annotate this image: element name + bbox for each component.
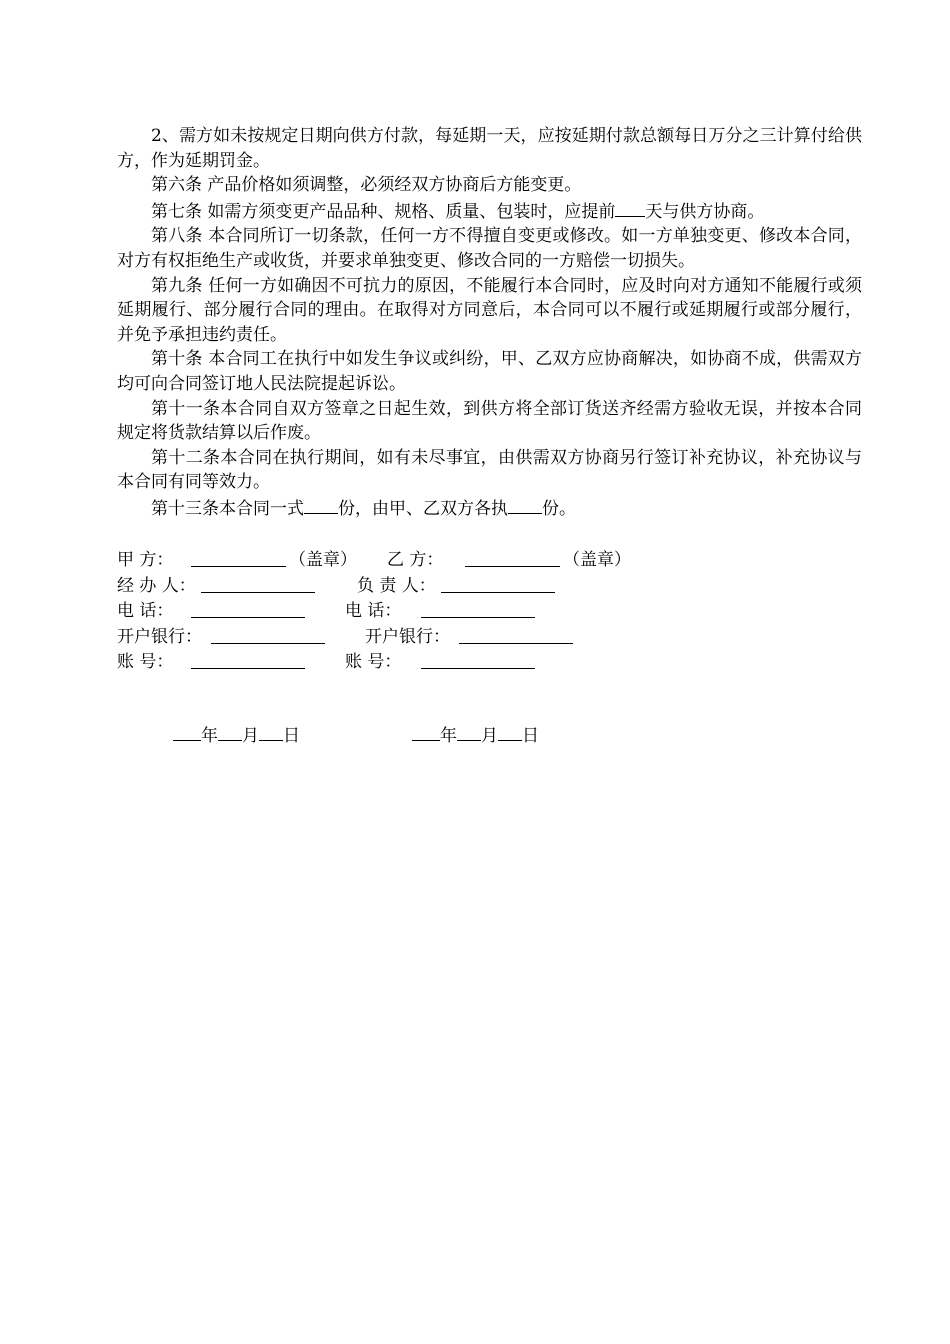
date-b-year: 年 [440,726,457,746]
clause-13 [117,495,862,522]
bank-a-label: 开户银行： [117,626,202,647]
signature-row-phone [117,599,817,625]
date-a-year: 年 [201,726,218,746]
clause-8: 第八条 本合同所订一切条款，任何一方不得擅自变更或修改。如一方单独变更、修改本合同，对方有权拒绝生产或收货，并要求单独变更、修改合同的一方赔偿一切损失。 [117,226,862,271]
copies-total-blank [304,495,338,514]
date-b-day: 日 [522,726,539,746]
clause-12: 第十二条本合同在执行期间，如有未尽事宜，由供需双方协商另行签订补充协议，补充协议与本合同有同等效力。 [117,447,862,493]
clause-payment-penalty: 2、需方如未按规定日期向供方付款，每延期一天，应按延期付款总额每日万分之三计算付给供方，作为延期罚金。 [117,126,862,171]
responsible-label: 负 责 人： [357,575,436,596]
party-a-seal: （盖章） [289,550,357,570]
party-b-seal: （盖章） [563,550,631,570]
phone-b-label: 电 话： [345,601,402,621]
date-a-month-blank [218,722,242,741]
signature-row-bank [117,625,817,651]
bank-b-label: 开户银行： [365,626,450,647]
account-b-label: 账 号： [345,652,402,672]
days-blank [615,198,645,217]
account-a-label: 账 号： [117,652,174,672]
date-a-day-blank [259,722,283,741]
signature-row-account [117,650,817,676]
date-a-day: 日 [283,726,300,746]
date-a-month: 月 [242,726,259,746]
responsible-line [441,574,555,602]
phone-b-line [421,599,535,627]
account-a-line [191,650,305,678]
bank-b-line [459,625,573,653]
handler-label: 经 办 人： [117,575,196,596]
date-b-year-blank [412,722,440,741]
party-a-line [191,548,286,576]
signature-block [117,548,817,676]
party-b-label: 乙 方： [387,550,444,570]
phone-a-line [191,599,305,627]
date-b-month-blank [457,722,481,741]
date-b-month: 月 [481,726,498,746]
contract-body [117,124,862,522]
handler-line [201,574,315,602]
date-b-day-blank [498,722,522,741]
date-a-year-blank [173,722,201,741]
clause-9: 第九条 任何一方如确因不可抗力的原因，不能履行本合同时，应及时向对方通知不能履行或须延期履行、部分履行合同的理由。在取得对方同意后，本合同可以不履行或延期履行或部分履行，并免予承担违约责任。 [117,275,862,345]
date-party-a [173,722,300,749]
signature-row-handler [117,574,817,600]
clause-13-text-middle: 份，由甲、乙双方各执 [338,498,508,519]
clause-7-text-start: 第七条 如需方须变更产品品种、规格、质量、包装时，应提前 [151,201,616,222]
clause-6: 第六条 产品价格如须调整，必须经双方协商后方能变更。 [151,175,582,196]
account-b-line [421,650,535,678]
clause-13-text-end: 份。 [542,498,576,519]
party-a-label: 甲 方： [117,550,174,570]
phone-a-label: 电 话： [117,601,174,621]
clause-7-text-end: 天与供方协商。 [645,201,765,222]
clause-7 [117,198,862,225]
date-party-b [412,722,539,749]
clause-10: 第十条 本合同工在执行中如发生争议或纠纷，甲、乙双方应协商解决，如协商不成，供需双方均可向合同签订地人民法院提起诉讼。 [117,349,862,394]
clause-13-text-start: 第十三条本合同一式 [151,498,304,519]
party-b-line [465,548,560,576]
signature-row-party [117,548,817,574]
bank-a-line [211,625,325,653]
copies-each-blank [508,495,542,514]
clause-11: 第十一条本合同自双方签章之日起生效，到供方将全部订货送齐经需方验收无误，并按本合同规定将货款结算以后作废。 [117,398,862,444]
